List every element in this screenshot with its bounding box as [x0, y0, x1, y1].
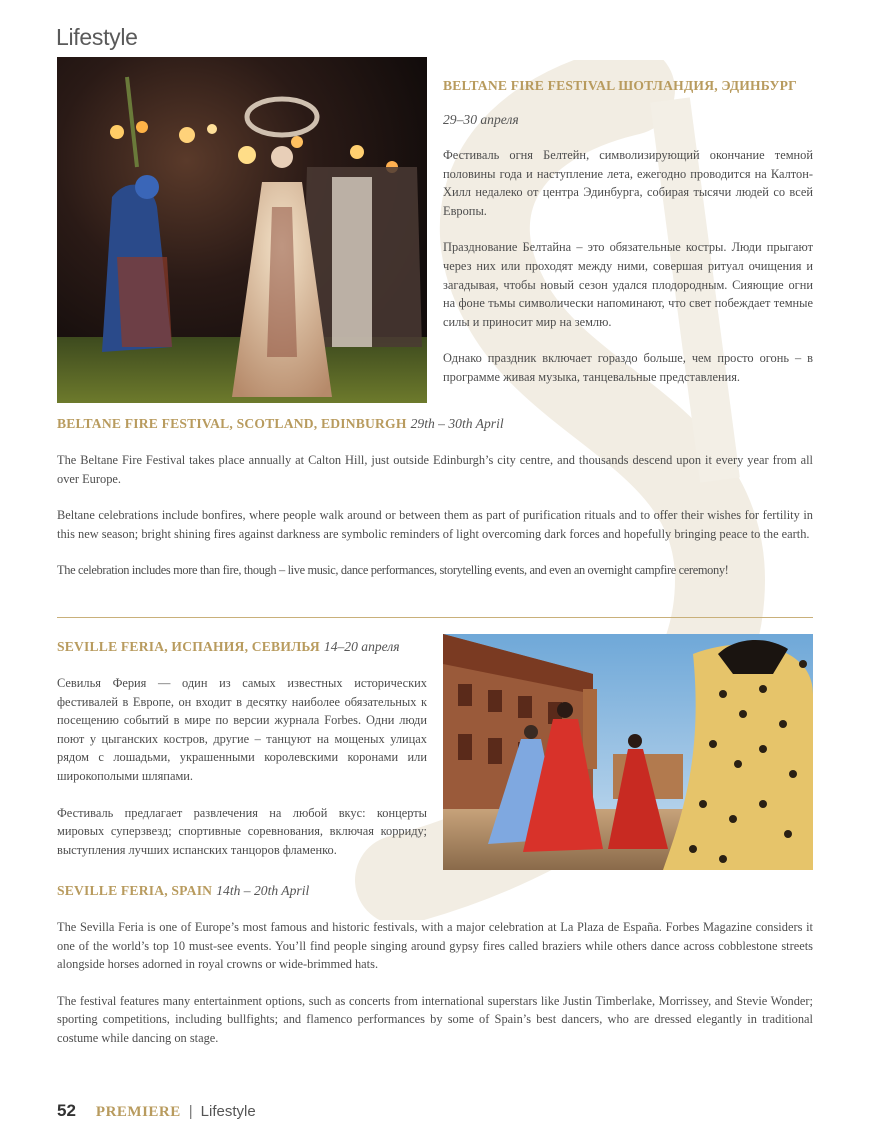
footer-separator: |: [188, 1103, 193, 1120]
beltane-en-paragraph: The celebration includes more than fire, though – live music, dance performances, storytelling events, and even an overnight campfire ceremony!: [57, 563, 729, 578]
section-divider: [57, 617, 813, 618]
seville-ru-heading: [57, 638, 427, 656]
beltane-en-paragraph: Beltane celebrations include bonfires, where people walk around or between them as part of purification rituals and to offer their wishes for fertility in this new season; bright shining fires against darkness are symbolic reminders of light overcoming dark forces and hopefully bringing peace to the earth.: [57, 508, 813, 541]
beltane-en-heading: [57, 415, 813, 433]
beltane-en-paragraph: The Beltane Fire Festival takes place annually at Calton Hill, just outside Edinburgh’s city centre, and thousands descend upon it every year from all over Europe.: [57, 453, 813, 486]
seville-ru-column: [57, 638, 427, 877]
page-footer: [57, 1101, 256, 1121]
beltane-ru-paragraph: Однако праздник включает гораздо больше, чем просто огонь – в программе живая музыка, танцевальные представления.: [443, 351, 813, 384]
beltane-en-date: 29th – 30th April: [410, 416, 504, 431]
seville-ru-date: 14–20 апреля: [323, 639, 400, 654]
beltane-ru-paragraph: Празднование Белтайна – это обязательные костры. Люди прыгают через них или проходят между ними, совершая ритуал очищения и загадывая, чтобы новый сезон удался плодородным. Сияющие огни на фоне тьмы символически напоминают, что свет побеждает темные силы и приносит мир на землю.: [443, 240, 813, 329]
seville-en-paragraph: The festival features many entertainment options, such as concerts from international superstars like Justin Timberlake, Morrissey, and Stevie Wonder; sporting competitions, including bullfights; and flamenco performances by some of Spain’s best dancers, who are dressed elegantly in traditional costume while dancing on stage.: [57, 993, 813, 1045]
seville-en-date: 14th – 20th April: [216, 883, 310, 898]
seville-en-paragraph: The Sevilla Feria is one of Europe’s most famous and historic festivals, with a major celebration at La Plaza de España. Forbes Magazine considers it one of the world’s top 10 must-see events. You’ll find people singing around gypsy fires called braziers while others dance across cobblestone streets alongside horses adorned in royal crowns or wide-brimmed hats.: [57, 920, 813, 972]
beltane-ru-paragraph: Фестиваль огня Белтейн, символизирующий окончание темной половины года и наступление лета, ежегодно проводится на Калтон-Хилл недалеко от центра Эдинбурга, собирая тысячи людей со всей Европы.: [443, 148, 813, 218]
beltane-en-title: BELTANE FIRE FESTIVAL, SCOTLAND, EDINBURGH: [57, 416, 407, 431]
beltane-ru-title: BELTANE FIRE FESTIVAL ШОТЛАНДИЯ, ЭДИНБУРГ: [443, 78, 798, 93]
section-label: Lifestyle: [56, 24, 138, 50]
seville-ru-paragraph: Фестиваль предлагает развлечения на любой вкус: концерты мировых суперзвезд; спортивные соревнования, включая корриду; выступления лучших испанских танцоров фламенко.: [57, 805, 427, 857]
beltane-en-block: [57, 415, 813, 598]
beltane-ru-date: 29–30 апреля: [443, 112, 519, 127]
beltane-fire-photo: [57, 57, 427, 403]
beltane-ru-column: [443, 78, 813, 405]
seville-en-title: SEVILLE FERIA, SPAIN: [57, 883, 213, 898]
page-number: 52: [57, 1101, 76, 1120]
magazine-brand: PREMIERE: [95, 1104, 181, 1120]
seville-ru-paragraph: Севилья Ферия — один из самых известных исторических фестивалей в Европе, он входит в десятку наиболее обязательных к посещению событий в мире по версии журнала Forbes. Одни люди поют у цыганских костров, другие – танцуют на мощеных улицах рядом с лошадьми, украшенными королевскими коронами или широкополыми шляпами.: [57, 676, 427, 783]
seville-flamenco-photo: [443, 634, 813, 870]
seville-en-heading: [57, 882, 813, 900]
seville-en-block: [57, 882, 813, 1066]
footer-section-label: Lifestyle: [200, 1103, 256, 1120]
seville-ru-title: SEVILLE FERIA, ИСПАНИЯ, СЕВИЛЬЯ: [57, 639, 320, 654]
